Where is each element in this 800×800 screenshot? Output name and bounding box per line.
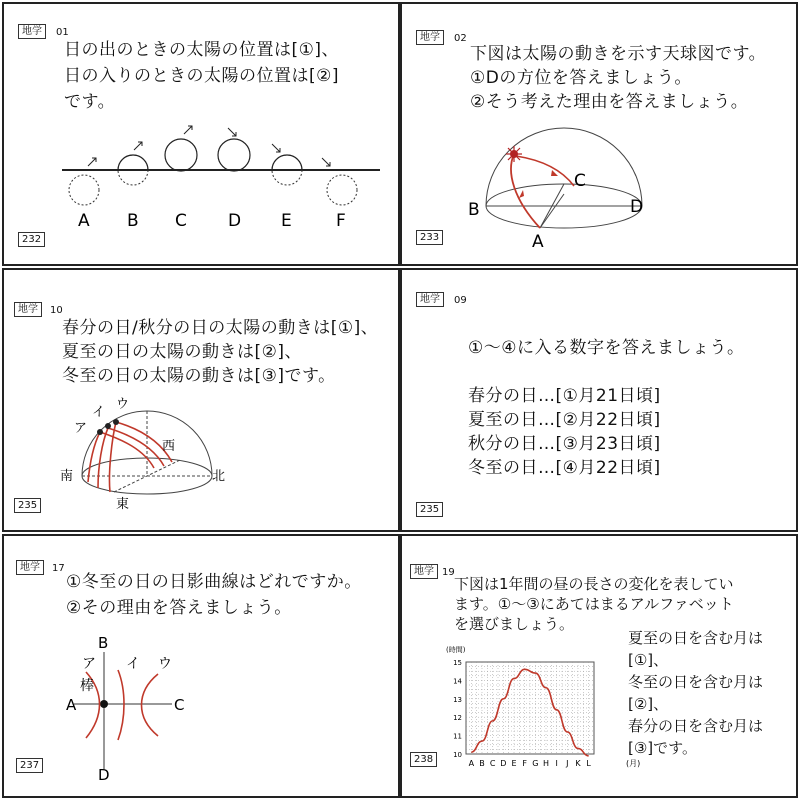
- answer-line-summer: 夏至の日…[②月22日頃]: [468, 410, 661, 430]
- x-tick-label: F: [522, 759, 527, 768]
- page-number: 237: [16, 758, 43, 773]
- label-b: B: [98, 634, 109, 652]
- label-a: A: [532, 232, 544, 252]
- question-line-1: 下図は1年間の昼の長さの変化を表してい: [454, 575, 734, 593]
- x-tick-label: K: [575, 759, 581, 768]
- label-b: B: [468, 200, 480, 220]
- subject-tag: 地学: [16, 560, 44, 575]
- label-a: ア: [74, 421, 88, 436]
- y-tick-label: 14: [453, 677, 462, 686]
- label-west: 西: [162, 439, 176, 454]
- label-a: A: [78, 211, 90, 231]
- side-line-6: [③]です。: [628, 739, 697, 757]
- label-d: D: [98, 766, 110, 784]
- question-line-3: を選びましょう。: [454, 615, 575, 633]
- label-e: E: [281, 211, 292, 231]
- y-tick-label: 10: [453, 751, 462, 759]
- card-solstice-dates[interactable]: [400, 268, 798, 532]
- label-d: D: [228, 211, 242, 231]
- label-east: 東: [116, 497, 130, 512]
- subject-tag: 地学: [14, 302, 42, 317]
- x-tick-label: I: [555, 759, 558, 768]
- celestial-sphere-diagram: [402, 114, 796, 254]
- card-number: 10: [50, 305, 63, 316]
- y-tick-label: 12: [453, 714, 462, 723]
- label-c: C: [174, 696, 185, 714]
- question-line-1: 日の出のときの太陽の位置は[①]、: [64, 40, 340, 60]
- page-number: 235: [14, 498, 41, 513]
- shadow-curve-diagram: [4, 630, 398, 798]
- seasonal-sun-path-diagram: [4, 386, 398, 526]
- card-daylength-chart[interactable]: [400, 534, 798, 798]
- subject-tag: 地学: [410, 564, 438, 579]
- x-tick-label: B: [479, 759, 485, 768]
- side-line-4: [②]、: [628, 695, 669, 713]
- label-a: A: [66, 696, 77, 714]
- daylength-line-chart: [436, 642, 656, 778]
- x-tick-label: H: [542, 759, 550, 768]
- card-number: 02: [454, 33, 467, 44]
- y-tick-label: 15: [453, 659, 462, 667]
- question-line-2: 日の入りのときの太陽の位置は[②]: [64, 66, 340, 86]
- label-b: B: [127, 211, 139, 231]
- point-a: [97, 429, 103, 435]
- x-tick-label: D: [500, 759, 507, 768]
- label-north: 北: [212, 469, 226, 484]
- y-axis-label: (時間): [446, 646, 466, 654]
- card-number: 01: [56, 27, 69, 38]
- x-tick-label: C: [489, 759, 496, 768]
- x-tick-label: L: [586, 759, 591, 768]
- subject-tag: 地学: [416, 292, 444, 307]
- card-number: 09: [454, 295, 467, 306]
- page-number: 238: [410, 752, 437, 767]
- card-celestial-sphere[interactable]: [400, 2, 798, 266]
- label-i: イ: [126, 656, 140, 672]
- card-shadow-curve[interactable]: [2, 534, 400, 798]
- question-line-3: です。: [64, 92, 116, 112]
- label-u: ウ: [158, 656, 172, 672]
- label-i: イ: [92, 405, 106, 420]
- point-u: [113, 419, 119, 425]
- y-tick-label: 11: [453, 732, 462, 741]
- y-tick-label: 13: [453, 695, 462, 704]
- side-line-5: 春分の日を含む月は: [628, 717, 764, 735]
- question-line-2: ①Dの方位を答えましょう。: [470, 68, 692, 88]
- sun-position-diagram: [4, 114, 398, 244]
- label-f: F: [336, 211, 346, 231]
- question-line-3: ②そう考えた理由を答えましょう。: [470, 92, 749, 112]
- page-number: 232: [18, 232, 45, 247]
- question-line-2: ます。①～③にあてはまるアルファベット: [454, 595, 734, 613]
- label-stick: 棒: [80, 678, 94, 694]
- point-i: [105, 423, 111, 429]
- sun-d: [218, 139, 250, 171]
- label-a-kana: ア: [82, 656, 96, 672]
- x-tick-labels: [469, 759, 592, 768]
- x-axis-label: (月): [626, 759, 641, 768]
- answer-line-spring: 春分の日…[①月21日頃]: [468, 386, 661, 406]
- label-c: C: [574, 171, 586, 191]
- label-u: ウ: [116, 397, 130, 412]
- label-c: C: [175, 211, 187, 231]
- answer-line-winter: 冬至の日…[④月22日頃]: [468, 458, 661, 478]
- question-line-2: ②その理由を答えましょう。: [66, 598, 292, 618]
- card-number: 17: [52, 563, 65, 574]
- subject-tag: 地学: [18, 24, 46, 39]
- card-number: 19: [442, 567, 455, 578]
- side-line-1: 夏至の日を含む月は: [628, 629, 764, 647]
- question-line-3: 冬至の日の太陽の動きは[③]です。: [62, 366, 336, 386]
- question-line-1: 春分の日/秋分の日の太陽の動きは[①]、: [62, 318, 379, 338]
- curve-u: [142, 674, 159, 736]
- answer-line-autumn: 秋分の日…[③月23日頃]: [468, 434, 661, 454]
- question-line-1: ①～④に入る数字を答えましょう。: [468, 338, 745, 358]
- card-sunrise-position[interactable]: [2, 2, 400, 266]
- sun-a: [69, 175, 99, 205]
- chart-grid: [466, 662, 594, 754]
- curve-i: [118, 670, 124, 740]
- label-south: 南: [60, 469, 74, 484]
- sun-c: [165, 139, 197, 171]
- side-line-3: 冬至の日を含む月は: [628, 673, 764, 691]
- question-line-1: ①冬至の日の日影曲線はどれですか。: [66, 572, 362, 592]
- question-line-1: 下図は太陽の動きを示す天球図です。: [470, 44, 767, 64]
- stick-marker: [100, 700, 108, 708]
- sun-f: [327, 175, 357, 205]
- x-tick-label: A: [468, 759, 475, 768]
- side-line-2: [①]、: [628, 651, 669, 669]
- x-tick-label: G: [532, 759, 539, 768]
- x-tick-label: E: [511, 759, 517, 768]
- label-d: D: [630, 197, 644, 217]
- y-tick-labels: [453, 659, 462, 759]
- x-tick-label: J: [566, 759, 569, 768]
- page-number: 235: [416, 502, 443, 517]
- question-line-2: 夏至の日の太陽の動きは[②]、: [62, 342, 303, 362]
- page-number: 233: [416, 230, 443, 245]
- subject-tag: 地学: [416, 30, 444, 45]
- card-equinox-solstice-paths[interactable]: [2, 268, 400, 532]
